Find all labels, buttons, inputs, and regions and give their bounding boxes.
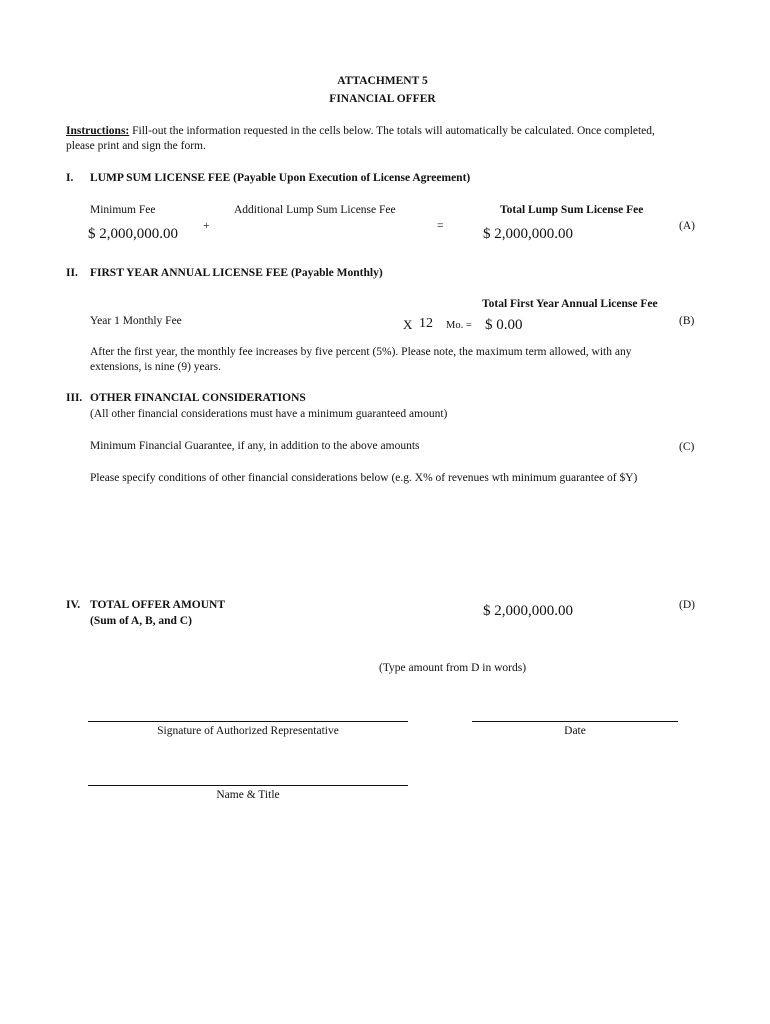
months-count: 12 <box>419 316 433 331</box>
minimum-fee-field[interactable]: $ 2,000,000.00 <box>88 226 178 242</box>
section-2-number: II. <box>66 267 78 279</box>
months-equals: Mo. = <box>446 320 472 331</box>
minimum-guarantee-field[interactable] <box>483 436 663 454</box>
section-3-number: III. <box>66 392 83 404</box>
total-offer-value: $ 2,000,000.00 <box>483 603 573 619</box>
fee-increase-note-line-2: extensions, is nine (9) years. <box>90 361 221 373</box>
monthly-fee-label: Year 1 Monthly Fee <box>90 315 182 327</box>
date-line <box>472 721 678 722</box>
times-sign: X <box>403 317 413 332</box>
amount-in-words-field[interactable] <box>90 640 680 656</box>
equals-sign: = <box>437 220 444 232</box>
reference-c: (C) <box>679 441 695 453</box>
form-title: FINANCIAL OFFER <box>329 93 436 105</box>
signature-label: Signature of Authorized Representative <box>157 725 339 737</box>
additional-fee-field[interactable] <box>234 225 414 243</box>
total-lump-sum-label: Total Lump Sum License Fee <box>500 204 644 216</box>
instructions-text: Fill-out the information requested in the cells below. The totals will automatically be calculated. Once completed, <box>129 125 655 137</box>
instructions-line-2: please print and sign the form. <box>66 140 206 152</box>
attachment-title: ATTACHMENT 5 <box>337 75 428 87</box>
fee-increase-note-line-1: After the first year, the monthly fee increases by five percent (5%). Please note, the maximum term allowed, with any <box>90 346 632 358</box>
name-title-line <box>88 785 408 786</box>
minimum-fee-label: Minimum Fee <box>90 204 156 216</box>
amount-in-words-label: (Type amount from D in words) <box>379 662 527 674</box>
instructions-line-1 <box>66 124 655 138</box>
section-4-subtitle: (Sum of A, B, and C) <box>90 615 192 627</box>
reference-d: (D) <box>679 599 695 611</box>
additional-fee-label: Additional Lump Sum License Fee <box>234 204 396 216</box>
conditions-field[interactable] <box>90 490 680 590</box>
plus-sign: + <box>203 220 210 232</box>
reference-a: (A) <box>679 220 695 232</box>
date-label: Date <box>564 725 586 737</box>
reference-b: (B) <box>679 315 695 327</box>
section-1-title: LUMP SUM LICENSE FEE (Payable Upon Execution of License Agreement) <box>90 172 471 184</box>
section-2-title: FIRST YEAR ANNUAL LICENSE FEE (Payable Monthly) <box>90 267 383 279</box>
instructions-label: Instructions: <box>66 125 130 137</box>
name-title-label: Name & Title <box>216 789 280 801</box>
total-first-year-label: Total First Year Annual License Fee <box>482 298 658 310</box>
section-4-title: TOTAL OFFER AMOUNT <box>90 599 226 611</box>
section-1-number: I. <box>66 172 74 184</box>
section-4-number: IV. <box>66 599 81 611</box>
section-3-subtitle: (All other financial considerations must have a minimum guaranteed amount) <box>90 408 448 420</box>
total-lump-sum-value: $ 2,000,000.00 <box>483 226 573 242</box>
monthly-fee-field[interactable] <box>234 316 384 334</box>
total-first-year-value: $ 0.00 <box>485 317 523 333</box>
conditions-label: Please specify conditions of other financial considerations below (e.g. X% of revenues wth minimum guarantee of $Y) <box>90 472 638 484</box>
minimum-guarantee-label: Minimum Financial Guarantee, if any, in addition to the above amounts <box>90 440 420 452</box>
section-3-title: OTHER FINANCIAL CONSIDERATIONS <box>90 392 306 404</box>
signature-line <box>88 721 408 722</box>
